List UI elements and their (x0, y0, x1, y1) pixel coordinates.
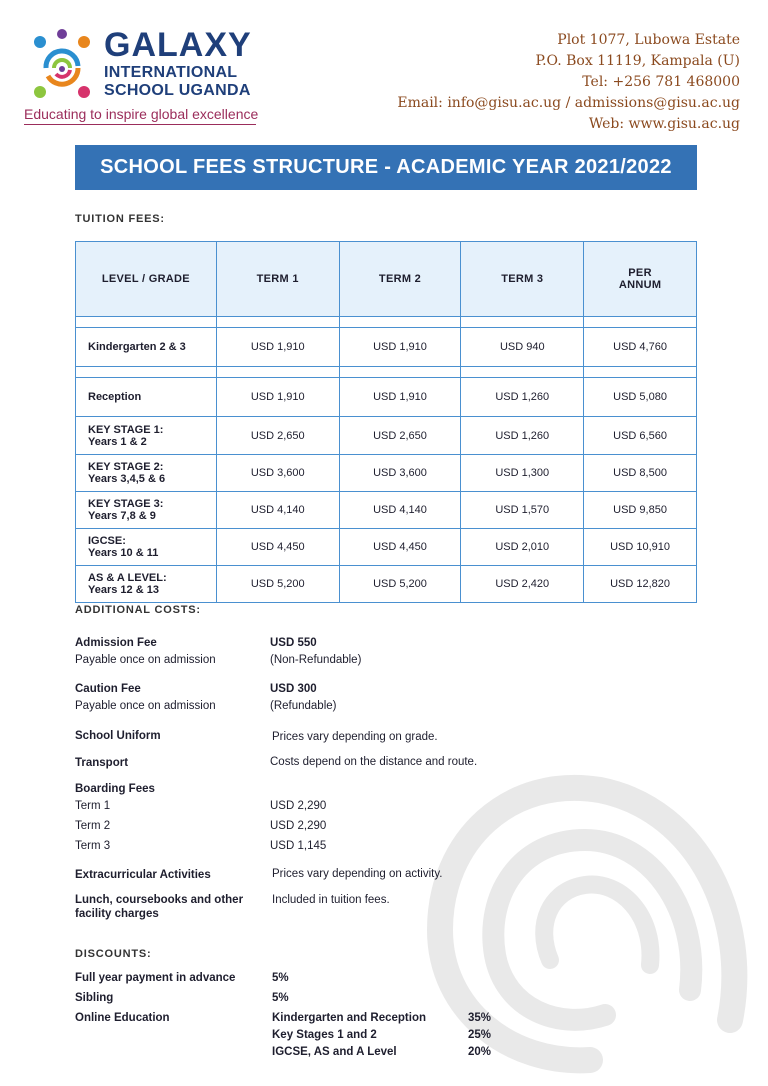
annum-header-line2: ANNUM (618, 279, 662, 291)
transport-label: Transport (75, 757, 129, 769)
term1-cell: USD 1,910 (216, 328, 339, 367)
admission-fee-label: Admission Fee (75, 637, 157, 649)
term3-cell: USD 940 (461, 328, 584, 367)
boarding-term1-value: USD 2,290 (270, 800, 327, 812)
level-cell (76, 566, 217, 603)
transport-value: Costs depend on the distance and route. (270, 756, 478, 768)
level-cell (76, 529, 217, 566)
level-cell (76, 455, 217, 492)
table-row (76, 566, 697, 603)
column-header-annum (584, 242, 697, 317)
school-name-line3: SCHOOL UGANDA (104, 82, 251, 99)
table-row (76, 328, 697, 367)
boarding-fees-label: Boarding Fees (75, 783, 155, 795)
discounts-heading: DISCOUNTS: (75, 948, 152, 960)
boarding-term1-label: Term 1 (75, 800, 111, 812)
extracurricular-label: Extracurricular Activities (75, 869, 211, 881)
uniform-value: Prices vary depending on grade. (272, 731, 438, 743)
term3-cell: USD 1,260 (461, 417, 584, 455)
level-name: KEY STAGE 1: (88, 423, 164, 436)
annum-cell: USD 12,820 (584, 566, 697, 603)
level-cell (76, 492, 217, 529)
tuition-heading: TUITION FEES: (75, 213, 165, 225)
lunch-label-line1: Lunch, coursebooks and other (75, 894, 244, 906)
table-row (76, 492, 697, 529)
caution-fee-value: USD 300 (270, 683, 317, 695)
column-header-term3: TERM 3 (461, 242, 584, 317)
address-line-2: P.O. Box 11119, Kampala (U) (535, 53, 740, 69)
annum-cell: USD 8,500 (584, 455, 697, 492)
table-row (76, 529, 697, 566)
lunch-label-line2: facility charges (75, 908, 159, 920)
column-header-term2: TERM 2 (339, 242, 461, 317)
galaxy-logo-icon (24, 28, 100, 104)
admission-fee-note: (Non-Refundable) (270, 654, 362, 666)
address-line-1: Plot 1077, Lubowa Estate (557, 32, 740, 48)
tagline-underline (24, 124, 256, 125)
lunch-value: Included in tuition fees. (272, 894, 390, 906)
column-header-term1: TERM 1 (216, 242, 339, 317)
term2-cell: USD 2,650 (339, 417, 461, 455)
level-years: Years 7,8 & 9 (88, 510, 156, 522)
annum-cell: USD 6,560 (584, 417, 697, 455)
term2-cell: USD 4,450 (339, 529, 461, 566)
level-name: KEY STAGE 2: (88, 461, 164, 473)
term3-cell: USD 2,010 (461, 529, 584, 566)
annum-cell: USD 10,910 (584, 529, 697, 566)
term1-cell: USD 3,600 (216, 455, 339, 492)
level-name: AS & A LEVEL: (88, 572, 167, 584)
full-year-value: 5% (272, 972, 289, 984)
table-spacer-row (76, 317, 697, 328)
boarding-term3-value: USD 1,145 (270, 840, 327, 852)
level-cell: Kindergarten 2 & 3 (76, 328, 217, 367)
caution-fee-note: (Refundable) (270, 700, 337, 712)
annum-header-line1: PER (628, 267, 652, 279)
term2-cell: USD 5,200 (339, 566, 461, 603)
term2-cell: USD 1,910 (339, 328, 461, 367)
online-item-name: Key Stages 1 and 2 (272, 1029, 377, 1041)
level-years: Years 1 & 2 (88, 435, 147, 448)
annum-cell: USD 4,760 (584, 328, 697, 367)
level-cell (76, 417, 217, 455)
phone-number: Tel: +256 781 468000 (582, 74, 740, 90)
level-name: KEY STAGE 3: (88, 498, 164, 510)
online-item-value: 25% (468, 1029, 492, 1041)
term2-cell: USD 4,140 (339, 492, 461, 529)
contact-info (397, 30, 740, 135)
school-logo (24, 28, 264, 124)
admission-fee-sub: Payable once on admission (75, 654, 216, 666)
term3-cell: USD 2,420 (461, 566, 584, 603)
caution-fee-label: Caution Fee (75, 683, 141, 695)
online-education-label: Online Education (75, 1012, 170, 1024)
term3-cell: USD 1,260 (461, 378, 584, 417)
boarding-term2-value: USD 2,290 (270, 820, 327, 832)
level-cell: Reception (76, 378, 217, 417)
term1-cell: USD 1,910 (216, 378, 339, 417)
email-address[interactable]: Email: info@gisu.ac.ug / admissions@gisu.ac.ug (397, 95, 740, 111)
admission-fee-value: USD 550 (270, 637, 317, 649)
online-item-name: IGCSE, AS and A Level (272, 1046, 397, 1058)
boarding-term2-label: Term 2 (75, 820, 111, 832)
additional-costs-heading: ADDITIONAL COSTS: (75, 604, 201, 616)
website-link[interactable]: Web: www.gisu.ac.ug (588, 116, 740, 132)
term2-cell: USD 1,910 (339, 378, 461, 417)
swirl-watermark-icon (400, 720, 760, 1080)
table-header-row (76, 242, 697, 317)
table-row (76, 417, 697, 455)
level-years: Years 3,4,5 & 6 (88, 473, 166, 485)
extracurricular-value: Prices vary depending on activity. (272, 868, 443, 880)
term3-cell: USD 1,570 (461, 492, 584, 529)
tuition-fees-table (75, 241, 697, 603)
table-row (76, 455, 697, 492)
online-item-value: 20% (468, 1046, 492, 1058)
boarding-term3-label: Term 3 (75, 840, 111, 852)
table-row (76, 378, 697, 417)
level-years: Years 12 & 13 (88, 584, 159, 596)
uniform-label: School Uniform (75, 730, 161, 742)
school-name: GALAXY (104, 26, 252, 64)
term1-cell: USD 4,450 (216, 529, 339, 566)
sibling-label: Sibling (75, 992, 114, 1004)
term3-cell: USD 1,300 (461, 455, 584, 492)
school-tagline: Educating to inspire global excellence (24, 106, 259, 122)
level-name: IGCSE: (88, 535, 126, 547)
column-header-level: LEVEL / GRADE (76, 242, 217, 317)
caution-fee-sub: Payable once on admission (75, 700, 216, 712)
annum-cell: USD 9,850 (584, 492, 697, 529)
term1-cell: USD 5,200 (216, 566, 339, 603)
school-name-line2: INTERNATIONAL (104, 64, 238, 81)
full-year-label: Full year payment in advance (75, 972, 236, 984)
table-spacer-row (76, 367, 697, 378)
term1-cell: USD 2,650 (216, 417, 339, 455)
online-item-name: Kindergarten and Reception (272, 1012, 426, 1024)
sibling-value: 5% (272, 992, 289, 1004)
page-title: SCHOOL FEES STRUCTURE - ACADEMIC YEAR 2021/2022 (75, 145, 697, 190)
level-years: Years 10 & 11 (88, 547, 159, 559)
online-item-value: 35% (468, 1012, 492, 1024)
term1-cell: USD 4,140 (216, 492, 339, 529)
annum-cell: USD 5,080 (584, 378, 697, 417)
term2-cell: USD 3,600 (339, 455, 461, 492)
